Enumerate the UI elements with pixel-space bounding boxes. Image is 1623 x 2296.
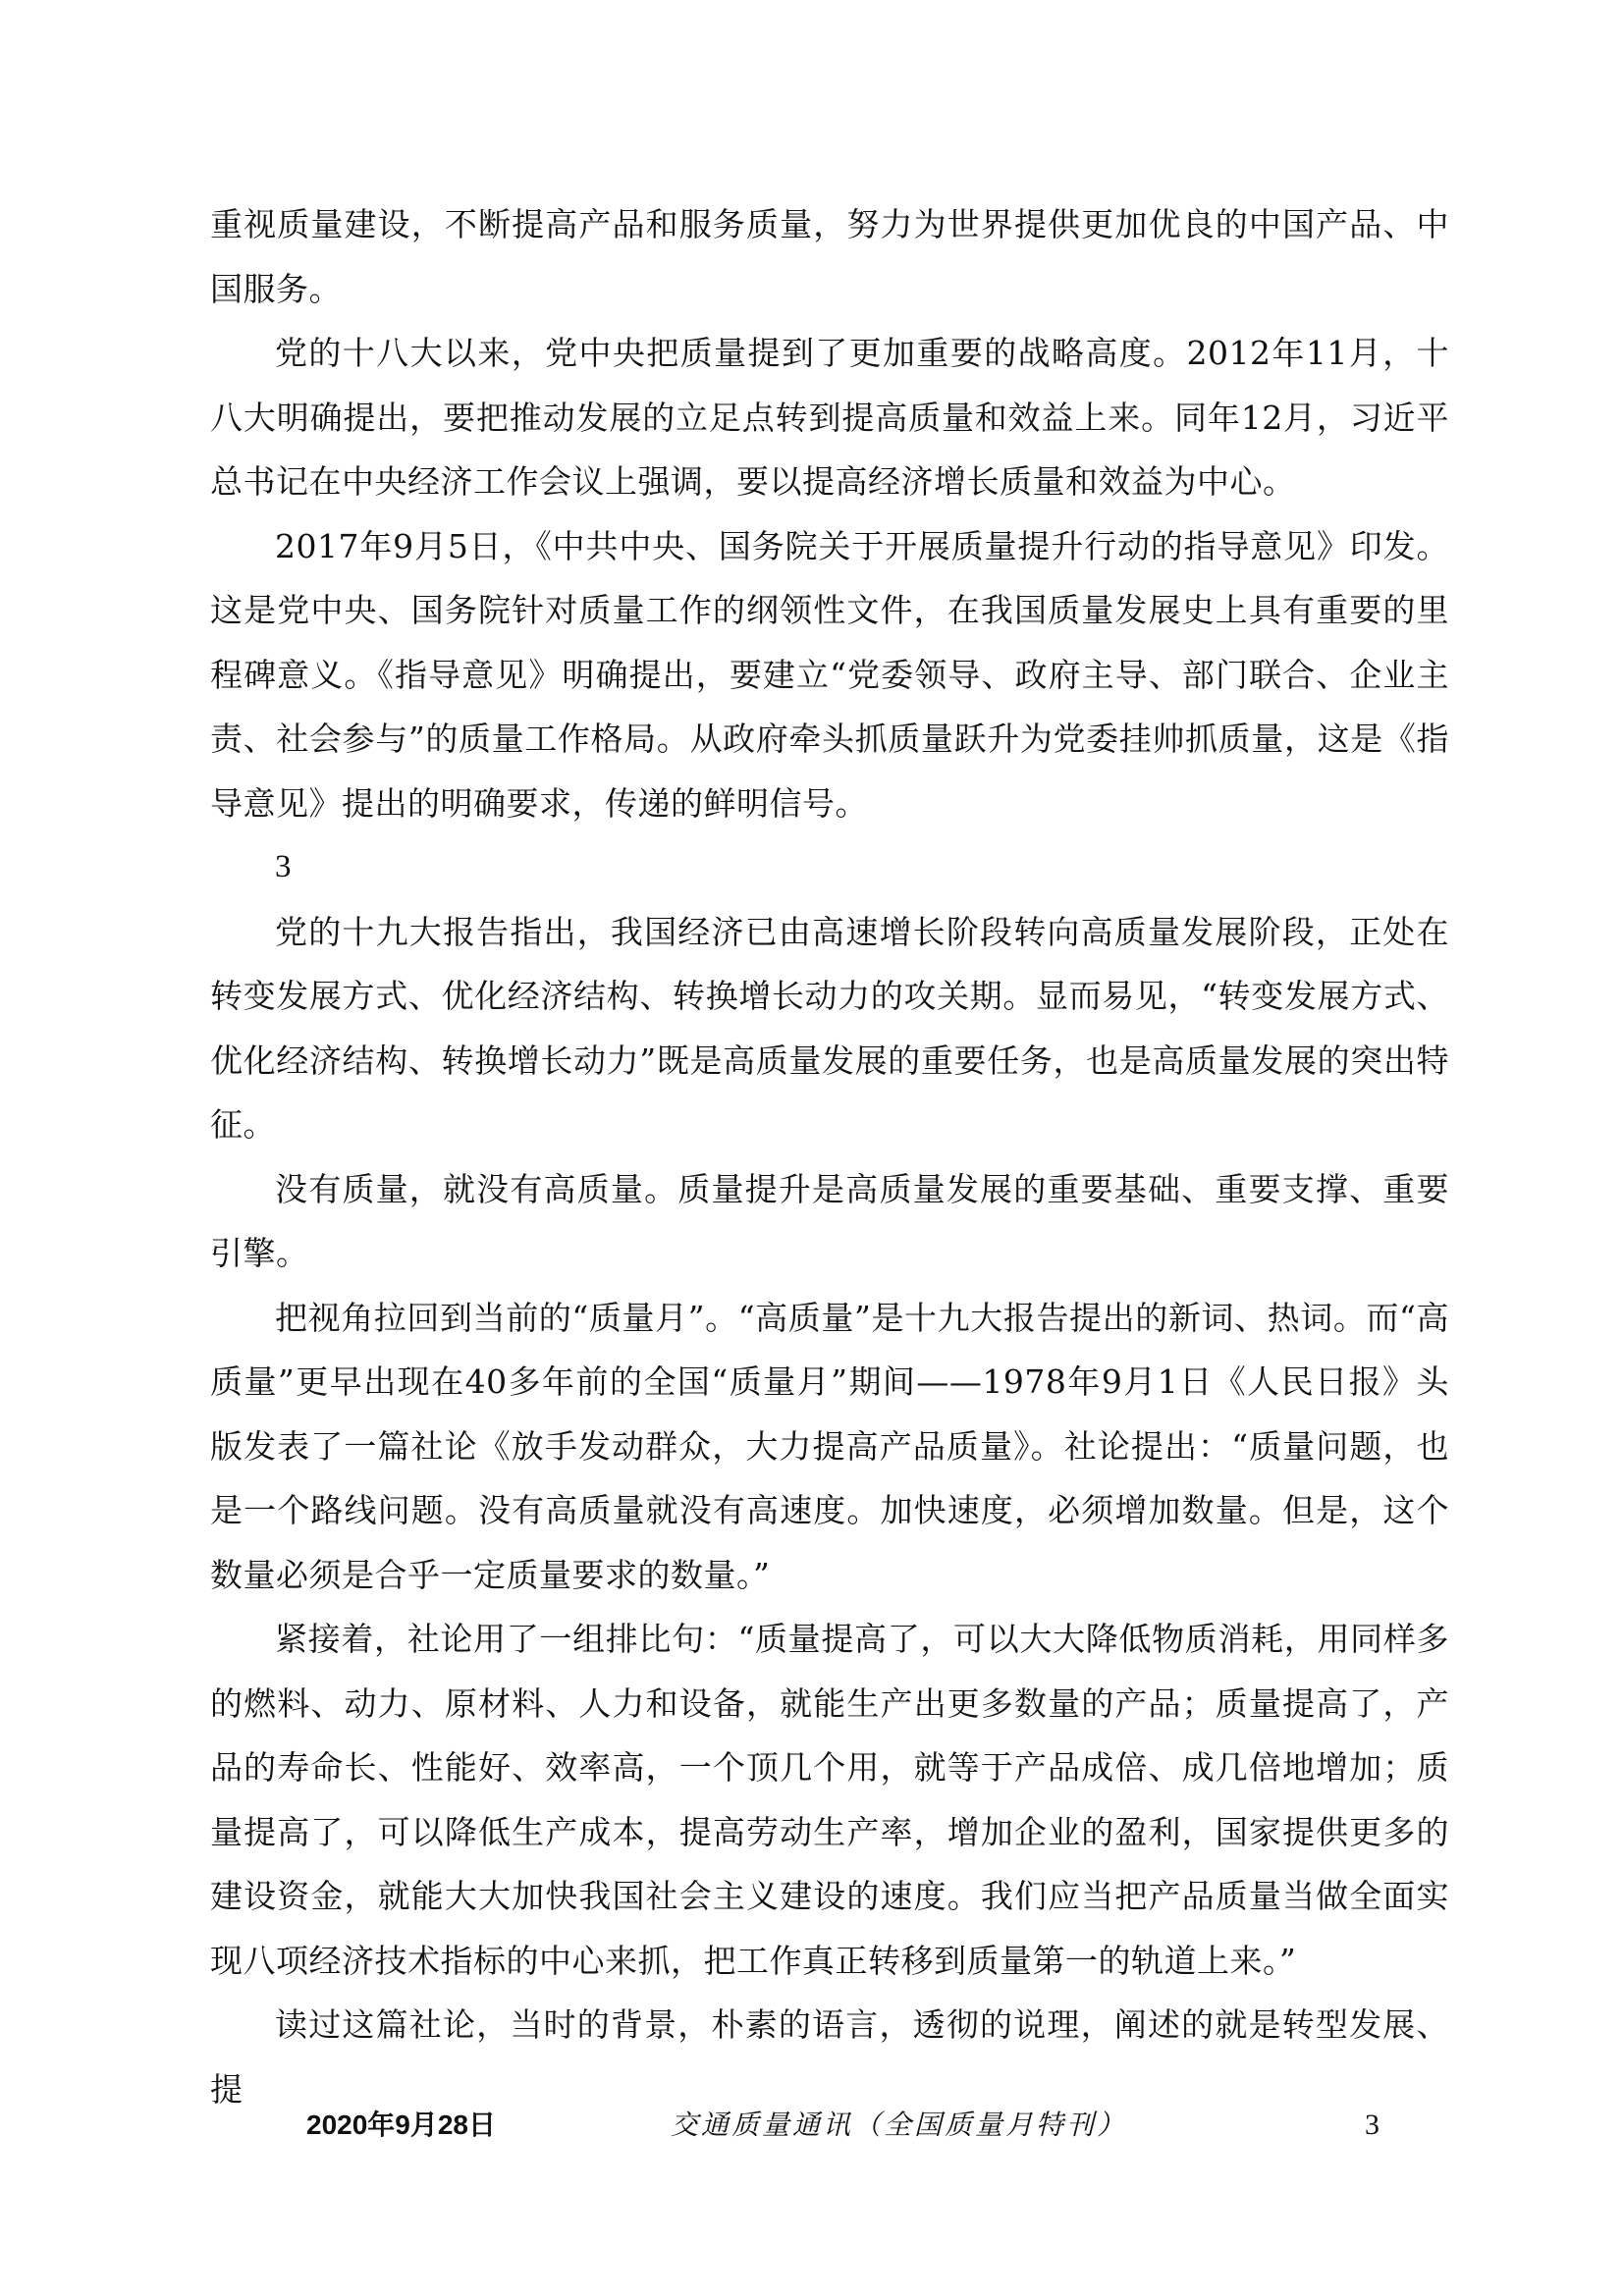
footer-date: 2020年9月28日: [306, 2109, 497, 2140]
paragraph-4: 党的十九大报告指出，我国经济已由高速增长阶段转向高质量发展阶段，正处在转变发展方式、优化经济结构、转换增长动力的攻关期。显而易见，“转变发展方式、优化经济结构、转换增长动力”既是高质量发展的重要任务，也是高质量发展的突出特征。: [210, 912, 1449, 1144]
paragraph-8: 读过这篇社论，当时的背景，朴素的语言，透彻的说理，阐述的就是转型发展、提: [210, 2005, 1449, 2109]
paragraph-6: 把视角拉回到当前的“质量月”。“高质量”是十九大报告提出的新词、热词。而“高质量”更早出现在40多年前的全国“质量月”期间——1978年9月1日《人民日报》头版发表了一篇社论《放手发动群众，大力提高产品质量》。社论提出：“质量问题，也是一个路线问题。没有高质量就没有高速度。加快速度，必须增加数量。但是，这个数量必须是合乎一定质量要求的数量。”: [210, 1298, 1449, 1594]
page-footer: [0, 2104, 1623, 2147]
paragraph-2: 党的十八大以来，党中央把质量提到了更加重要的战略高度。2012年11月，十八大明确提出，要把推动发展的立足点转到提高质量和效益上来。同年12月，习近平总书记在中央经济工作会议上强调，要以提高经济增长质量和效益为中心。: [210, 334, 1449, 501]
paragraph-1: 重视质量建设，不断提高产品和服务质量，努力为世界提供更加优良的中国产品、中国服务。: [210, 205, 1449, 308]
paragraph-5: 没有质量，就没有高质量。质量提升是高质量发展的重要基础、重要支撑、重要引擎。: [210, 1169, 1449, 1272]
paragraph-3: 2017年9月5日，《中共中央、国务院关于开展质量提升行动的指导意见》印发。这是党中央、国务院针对质量工作的纲领性文件，在我国质量发展史上具有重要的里程碑意义。《指导意见》明确提出，要建立“党委领导、政府主导、部门联合、企业主责、社会参与”的质量工作格局。从政府牵头抓质量跃升为党委挂帅抓质量，这是《指导意见》提出的明确要求，传递的鲜明信号。: [210, 526, 1449, 823]
article-body: [210, 192, 1449, 2121]
footer-page-number: 3: [1365, 2109, 1380, 2141]
footer-publication-title: 交通质量通讯（全国质量月特刊）: [671, 2109, 1128, 2141]
paragraph-7: 紧接着，社论用了一组排比句：“质量提高了，可以大大降低物质消耗，用同样多的燃料、动力、原材料、人力和设备，就能生产出更多数量的产品；质量提高了，产品的寿命长、性能好、效率高，一个顶几个用，就等于产品成倍、成几倍地增加；质量提高了，可以降低生产成本，提高劳动生产率，增加企业的盈利，国家提供更多的建设资金，就能大大加快我国社会主义建设的速度。我们应当把产品质量当做全面实现八项经济技术指标的中心来抓，把工作真正转移到质量第一的轨道上来。”: [210, 1620, 1449, 1980]
section-number: 3: [275, 849, 292, 884]
